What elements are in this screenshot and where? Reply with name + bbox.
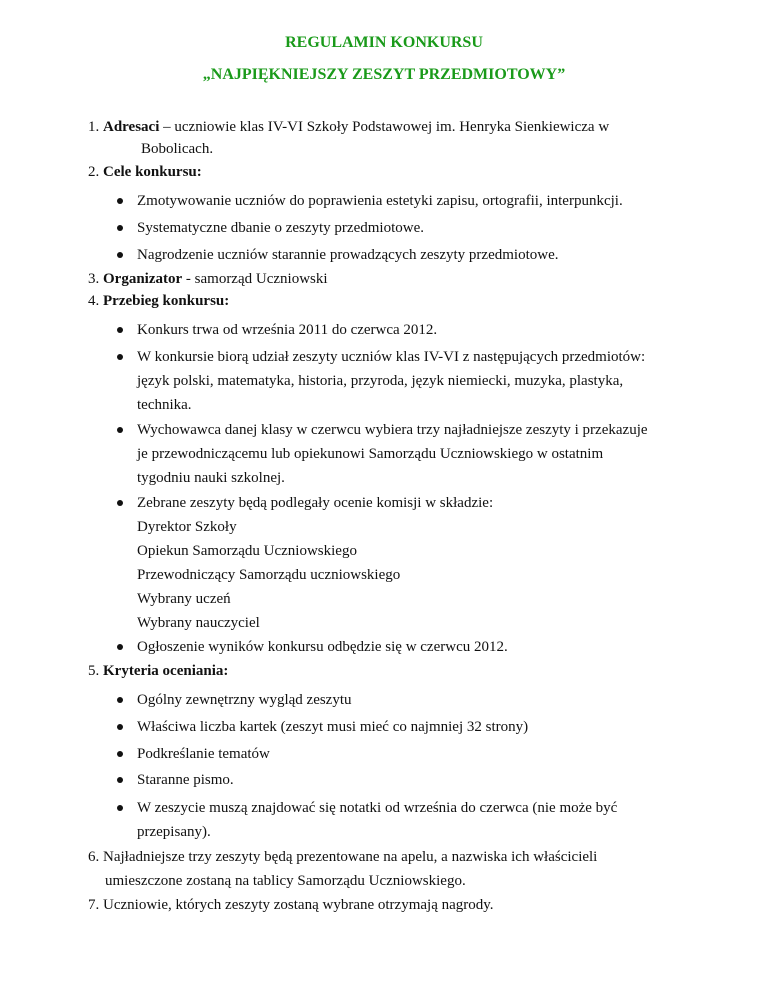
list-item: Ogłoszenie wyników konkursu odbędzie się w czerwcu 2012. bbox=[137, 639, 508, 655]
bullet-icon bbox=[117, 751, 123, 757]
bullet-icon bbox=[117, 427, 123, 433]
section-2 bbox=[88, 163, 202, 181]
section-6-continued: umieszczone zostaną na tablicy Samorządu Uczniowskiego. bbox=[105, 873, 466, 889]
section-4-number: 4. bbox=[88, 293, 100, 309]
committee-member: Dyrektor Szkoły bbox=[137, 519, 237, 535]
section-4-heading: Przebieg konkursu: bbox=[103, 293, 230, 309]
section-2-number: 2. bbox=[88, 164, 100, 180]
list-item: W zeszycie muszą znajdować się notatki od września do czerwca (nie może być bbox=[137, 800, 618, 816]
bullet-icon bbox=[117, 724, 123, 730]
list-item-continued: tygodniu nauki szkolnej. bbox=[137, 470, 285, 486]
document-title: REGULAMIN KONKURSU bbox=[285, 34, 483, 51]
bullet-icon bbox=[117, 644, 123, 650]
document-subtitle: „NAJPIĘKNIEJSZY ZESZYT PRZEDMIOTOWY” bbox=[202, 66, 566, 83]
list-item: Konkurs trwa od września 2011 do czerwca 2012. bbox=[137, 322, 438, 338]
section-6: 6. Najładniejsze trzy zeszyty będą prezentowane na apelu, a nazwiska ich właścicieli bbox=[88, 849, 598, 865]
section-3 bbox=[88, 270, 328, 288]
section-1-number: 1. bbox=[88, 119, 100, 135]
list-item-continued: technika. bbox=[137, 397, 192, 413]
committee-member: Wybrany uczeń bbox=[137, 591, 231, 607]
committee-member: Wybrany nauczyciel bbox=[137, 615, 260, 631]
bullet-icon bbox=[117, 225, 123, 231]
list-item: Zmotywowanie uczniów do poprawienia estetyki zapisu, ortografii, interpunkcji. bbox=[137, 193, 623, 209]
list-item-continued: je przewodniczącemu lub opiekunowi Samorządu Uczniowskiego w ostatnim bbox=[137, 446, 604, 462]
list-item: Zebrane zeszyty będą podlegały ocenie komisji w składzie: bbox=[137, 495, 494, 511]
list-item: Nagrodzenie uczniów starannie prowadzących zeszyty przedmiotowe. bbox=[137, 247, 559, 263]
bullet-icon bbox=[117, 805, 123, 811]
section-3-number: 3. bbox=[88, 271, 100, 287]
bullet-icon bbox=[117, 697, 123, 703]
section-5-number: 5. bbox=[88, 663, 100, 679]
list-item: Ogólny zewnętrzny wygląd zeszytu bbox=[137, 692, 352, 708]
bullet-icon bbox=[117, 354, 123, 360]
section-3-heading: Organizator bbox=[103, 271, 183, 287]
list-item: Właściwa liczba kartek (zeszyt musi mieć co najmniej 32 strony) bbox=[137, 719, 529, 735]
section-7: 7. Uczniowie, których zeszyty zostaną wybrane otrzymają nagrody. bbox=[88, 897, 494, 913]
list-item-continued: język polski, matematyka, historia, przyroda, język niemiecki, muzyka, plastyka, bbox=[137, 373, 624, 389]
list-item: Podkreślanie tematów bbox=[137, 746, 270, 762]
bullet-icon bbox=[117, 327, 123, 333]
bullet-icon bbox=[117, 777, 123, 783]
section-4 bbox=[88, 292, 229, 310]
bullet-icon bbox=[117, 500, 123, 506]
section-5 bbox=[88, 662, 228, 680]
section-1-text: – uczniowie klas IV-VI Szkoły Podstawowej im. Henryka Sienkiewicza w bbox=[159, 119, 610, 135]
list-item: Wychowawca danej klasy w czerwcu wybiera trzy najładniejsze zeszyty i przekazuje bbox=[137, 422, 648, 438]
committee-member: Przewodniczący Samorządu uczniowskiego bbox=[137, 567, 401, 583]
section-3-text: - samorząd Uczniowski bbox=[182, 271, 328, 287]
list-item: Systematyczne dbanie o zeszyty przedmiotowe. bbox=[137, 220, 424, 236]
list-item: W konkursie biorą udział zeszyty uczniów klas IV-VI z następujących przedmiotów: bbox=[137, 349, 646, 365]
section-5-heading: Kryteria oceniania: bbox=[103, 663, 229, 679]
section-2-heading: Cele konkursu: bbox=[103, 164, 202, 180]
list-item-continued: przepisany). bbox=[137, 824, 211, 840]
list-item: Staranne pismo. bbox=[137, 772, 234, 788]
committee-member: Opiekun Samorządu Uczniowskiego bbox=[137, 543, 357, 559]
section-1-heading: Adresaci bbox=[103, 119, 160, 135]
bullet-icon bbox=[117, 198, 123, 204]
section-1-text-continued: Bobolicach. bbox=[141, 141, 214, 157]
section-1 bbox=[88, 118, 609, 136]
bullet-icon bbox=[117, 252, 123, 258]
